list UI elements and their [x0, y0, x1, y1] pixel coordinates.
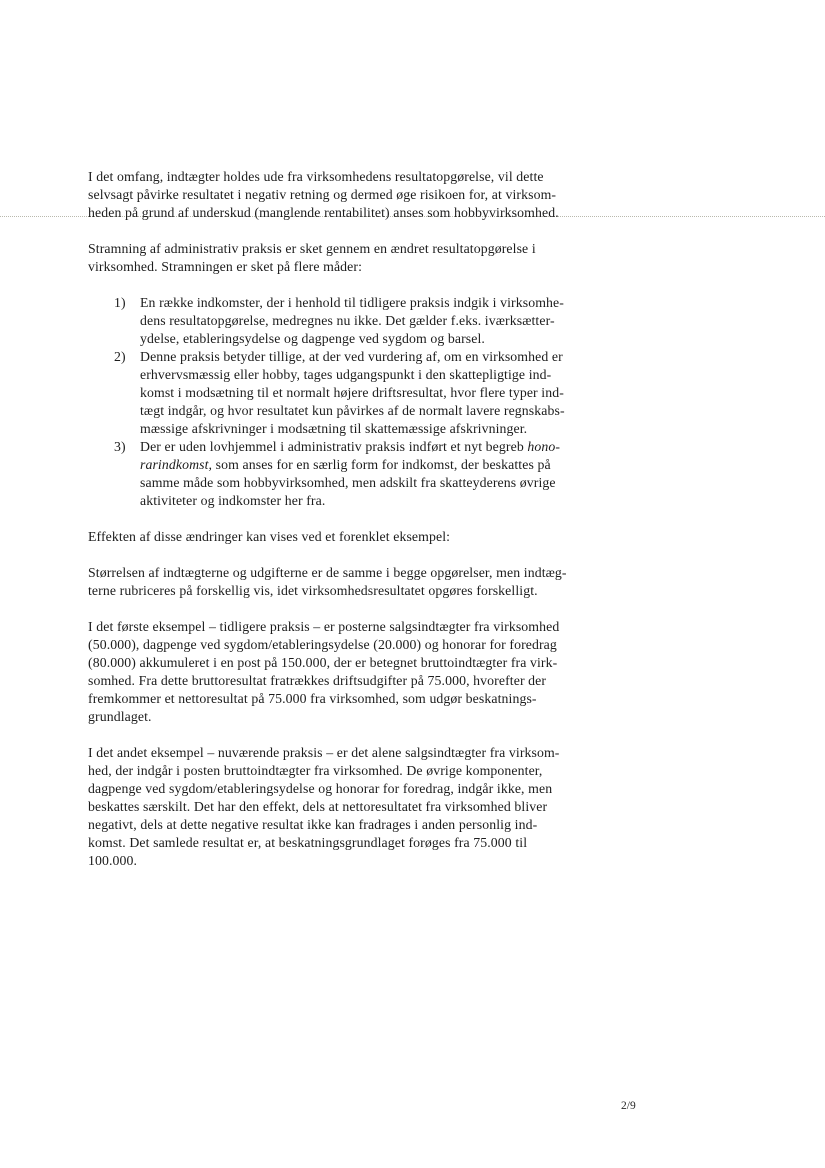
text-line	[140, 420, 753, 438]
paragraph	[88, 564, 753, 600]
text-segment: Effekten af disse ændringer kan vises ved et forenklet eksempel:	[88, 529, 451, 544]
list-item-text	[140, 348, 753, 438]
text-segment: samme måde som hobbyvirksomhed, men adskilt fra skatteyderens øvrige	[140, 475, 556, 490]
text-line	[140, 348, 753, 366]
text-line	[140, 474, 753, 492]
text-line	[88, 780, 753, 798]
text-segment: som anses for en særlig form for indkomst, der beskattes på	[212, 457, 551, 472]
list-item-text	[140, 438, 753, 510]
text-segment: terne rubriceres på forskellig vis, idet virksomhedsresultatet opgøres forskelligt.	[88, 583, 538, 598]
text-line	[88, 204, 753, 222]
document-content	[88, 168, 753, 888]
text-segment: tægt indgår, og hvor resultatet kun påvirkes af de normalt lavere regnskabs-	[140, 403, 565, 418]
text-line	[88, 852, 753, 870]
list-item-text	[140, 294, 753, 348]
text-line	[88, 654, 753, 672]
text-segment: grundlaget.	[88, 709, 152, 724]
italic-text: hono-	[527, 439, 561, 454]
text-line	[88, 672, 753, 690]
text-segment: fremkommer et nettoresultat på 75.000 fra virksomhed, som udgør beskatnings-	[88, 691, 537, 706]
text-line	[140, 330, 753, 348]
text-segment: somhed. Fra dette bruttoresultat fratrækkes driftsudgifter på 75.000, hvorefter der	[88, 673, 547, 688]
text-segment: mæssige afskrivninger i modsætning til skattemæssige afskrivninger.	[140, 421, 528, 436]
text-line	[88, 798, 753, 816]
text-line	[88, 708, 753, 726]
paragraph	[88, 618, 753, 726]
text-segment: erhvervsmæssig eller hobby, tages udgangspunkt i den skattepligtige ind-	[140, 367, 552, 382]
text-line	[88, 636, 753, 654]
text-segment: dens resultatopgørelse, medregnes nu ikke. Det gælder f.eks. iværksætter-	[140, 313, 555, 328]
text-line	[88, 240, 753, 258]
text-segment: I det første eksempel – tidligere praksis – er posterne salgsindtægter fra virksomhed	[88, 619, 560, 634]
text-line	[140, 294, 753, 312]
list-marker: 3)	[114, 439, 126, 454]
text-segment: Der er uden lovhjemmel i administrativ praksis indført et nyt begreb	[140, 439, 528, 454]
text-line	[140, 312, 753, 330]
text-line	[140, 492, 753, 510]
text-segment: komst i modsætning til et normalt højere driftsresultat, hvor flere typer ind-	[140, 385, 564, 400]
text-line	[88, 258, 753, 276]
text-segment: (80.000) akkumuleret i en post på 150.000, der er betegnet bruttoindtægter fra virk-	[88, 655, 558, 670]
list-item	[88, 294, 753, 348]
text-segment: virksomhed. Stramningen er sket på flere måder:	[88, 259, 363, 274]
paragraph	[88, 240, 753, 276]
text-segment: 100.000.	[88, 853, 138, 868]
numbered-list	[88, 294, 753, 510]
page-number: 2/9	[621, 1100, 636, 1112]
text-segment: aktiviteter og indkomster her fra.	[140, 493, 326, 508]
text-segment: Størrelsen af indtægterne og udgifterne er de samme i begge opgørelser, men indtæg-	[88, 565, 567, 580]
text-segment: beskattes særskilt. Det har den effekt, dels at nettoresultatet fra virksomhed bliver	[88, 799, 548, 814]
text-segment: En række indkomster, der i henhold til tidligere praksis indgik i virksomhe-	[140, 295, 564, 310]
text-segment: hed, der indgår i posten bruttoindtægter fra virksomhed. De øvrige komponenter,	[88, 763, 543, 778]
text-line	[88, 690, 753, 708]
text-line	[88, 834, 753, 852]
text-segment: selvsagt påvirke resultatet i negativ retning og dermed øge risikoen for, at virksom-	[88, 187, 557, 202]
text-line	[140, 402, 753, 420]
text-segment: heden på grund af underskud (manglende rentabilitet) anses som hobbyvirksomhed.	[88, 205, 559, 220]
text-line	[88, 618, 753, 636]
text-line	[88, 564, 753, 582]
text-line	[88, 528, 753, 546]
text-segment: dagpenge ved sygdom/etableringsydelse og honorar for foredrag, indgår ikke, men	[88, 781, 553, 796]
text-segment: (50.000), dagpenge ved sygdom/etableringsydelse (20.000) og honorar for foredrag	[88, 637, 557, 652]
text-line	[88, 744, 753, 762]
text-segment: I det andet eksempel – nuværende praksis – er det alene salgsindtægter fra virksom-	[88, 745, 560, 760]
text-segment: I det omfang, indtægter holdes ude fra virksomhedens resultatopgørelse, vil dette	[88, 169, 544, 184]
list-item	[88, 438, 753, 510]
text-line	[88, 168, 753, 186]
list-marker: 1)	[114, 295, 126, 310]
text-line	[88, 582, 753, 600]
text-line	[88, 816, 753, 834]
text-segment: Stramning af administrativ praksis er sket gennem en ændret resultatopgørelse i	[88, 241, 536, 256]
text-segment: Denne praksis betyder tillige, at der ved vurdering af, om en virksomhed er	[140, 349, 563, 364]
text-line	[88, 762, 753, 780]
paragraph	[88, 744, 753, 870]
text-segment: komst. Det samlede resultat er, at beskatningsgrundlaget forøges fra 75.000 til	[88, 835, 528, 850]
text-segment: ydelse, etableringsydelse og dagpenge ved sygdom og barsel.	[140, 331, 485, 346]
text-line	[140, 366, 753, 384]
text-line	[88, 186, 753, 204]
italic-text: rarindkomst,	[140, 457, 213, 472]
text-line	[140, 384, 753, 402]
list-marker: 2)	[114, 349, 126, 364]
paragraph	[88, 528, 753, 546]
text-line	[140, 456, 753, 474]
paragraph	[88, 168, 753, 222]
list-item	[88, 348, 753, 438]
text-line	[140, 438, 753, 456]
text-segment: negativt, dels at dette negative resultat ikke kan fradrages i anden personlig ind-	[88, 817, 538, 832]
